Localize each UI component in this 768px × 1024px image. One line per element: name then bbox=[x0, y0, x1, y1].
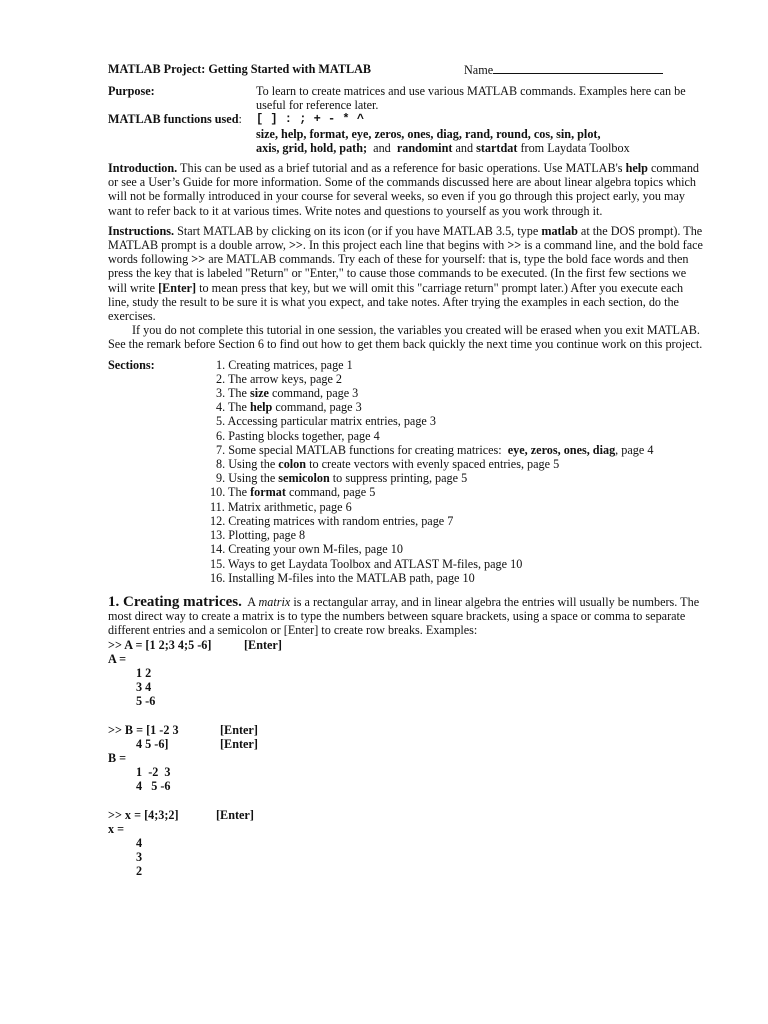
x-row: 4 bbox=[136, 835, 143, 850]
functions-line3f: from Laydata Toolbox bbox=[517, 140, 630, 155]
a-row: 1 2 bbox=[136, 665, 152, 680]
functions-symbols: [ ] : ; + - * ^ bbox=[256, 112, 365, 127]
introduction-text-2: command or see a User’s Guide for more information. Some of the commands discussed here are about linear algebra topics which will not be formally introduced in your course for several weeks, so even if you go through this project early, you may want to refer back to it at various times. Write notes and questions to yourself as you work through it. bbox=[108, 161, 700, 218]
section-item: 9. Using the semicolon to suppress printing, page 5 bbox=[216, 471, 468, 486]
instructions-text-1: Start MATLAB by clicking on its icon (or if you have MATLAB 3.5, type bbox=[174, 223, 542, 238]
functions-line3b: and bbox=[367, 140, 397, 155]
section-1-text-1: A bbox=[241, 594, 259, 609]
x-row: 2 bbox=[136, 864, 143, 879]
functions-startdat: startdat bbox=[476, 140, 518, 155]
section-item: 14. Creating your own M-files, page 10 bbox=[210, 542, 403, 557]
section-item: 5. Accessing particular matrix entries, page 3 bbox=[216, 414, 436, 429]
instructions-prompt-3: >> bbox=[191, 252, 206, 267]
enter-x: [Enter] bbox=[216, 807, 254, 822]
functions-line3 bbox=[256, 141, 706, 155]
sections-items bbox=[210, 357, 654, 585]
section-item: 15. Ways to get Laydata Toolbox and ATLAST M-files, page 10 bbox=[210, 556, 523, 571]
purpose-row bbox=[108, 84, 706, 112]
section-item: 8. Using the colon to create vectors with evenly spaced entries, page 5 bbox=[216, 457, 560, 472]
name-field bbox=[464, 62, 663, 77]
section-item: 13. Plotting, page 8 bbox=[210, 528, 306, 543]
introduction-label: Introduction. bbox=[108, 161, 178, 176]
sections-label: Sections: bbox=[108, 357, 155, 372]
instructions-text-6: to mean press that key, but we will omit this "carriage return" prompt later.) After you execute each line, study the result to be sure it is what you expect, and take notes. After trying the examples in each section, do the exercises. bbox=[108, 280, 684, 324]
cmd-b1: >> B = [1 -2 3 bbox=[108, 722, 179, 737]
b-row: 4 5 -6 bbox=[136, 779, 171, 794]
section-1-heading: 1. Creating matrices. bbox=[108, 593, 242, 610]
name-underline bbox=[493, 62, 663, 74]
document-title: MATLAB Project: Getting Started with MATLAB bbox=[108, 62, 372, 76]
functions-line3a: axis, grid, hold, path; bbox=[256, 140, 368, 155]
b-row: 1 -2 3 bbox=[136, 765, 171, 780]
instructions-enter: [Enter] bbox=[158, 280, 197, 295]
instructions-text-2: at the DOS prompt). The MATLAB prompt is a double arrow, bbox=[108, 223, 703, 253]
section-1 bbox=[108, 595, 706, 879]
section-item: 1. Creating matrices, page 1 bbox=[216, 357, 353, 372]
instructions-text-4: is a command line, and the bold face words following bbox=[108, 238, 703, 267]
purpose-label: Purpose: bbox=[108, 84, 155, 98]
functions-label-text: MATLAB functions used bbox=[108, 112, 239, 127]
enter-a: [Enter] bbox=[244, 637, 282, 652]
functions-label-colon: : bbox=[238, 112, 242, 127]
cmd-a: >> A = [1 2;3 4;5 -6] bbox=[108, 637, 212, 652]
example-x bbox=[108, 808, 706, 879]
x-label: x = bbox=[108, 821, 125, 836]
section-item: 10. The format command, page 5 bbox=[210, 485, 376, 500]
instructions-text-3: . In this project each line that begins with bbox=[302, 238, 508, 253]
a-label: A = bbox=[108, 651, 127, 666]
section-item: 3. The size command, page 3 bbox=[216, 386, 359, 401]
instructions-prompt-2: >> bbox=[507, 238, 522, 253]
instructions-text-5: are MATLAB commands. Try each of these for yourself: that is, type the bold face words and then press the key that is labeled "Return" or "Enter," to cause those commands to be executed. (In the first few sections we will write bbox=[108, 252, 689, 295]
section-1-matrix: matrix bbox=[258, 594, 291, 609]
cmd-b2: 4 5 -6] bbox=[136, 736, 169, 751]
title-row bbox=[108, 62, 706, 78]
functions-label bbox=[108, 112, 256, 155]
section-item: 12. Creating matrices with random entries, page 7 bbox=[210, 513, 454, 528]
name-label: Name bbox=[464, 63, 494, 77]
instructions-paragraph-2: If you do not complete this tutorial in one session, the variables you created will be erased when you exit MATLAB. See the remark before Section 6 to find out how to get them back quickly the next time you continue work on this project. bbox=[108, 323, 703, 352]
section-item: 6. Pasting blocks together, page 4 bbox=[216, 428, 380, 443]
introduction-text-1: This can be used as a brief tutorial and as a reference for basic operations. Use MATLAB's bbox=[177, 161, 626, 176]
enter-b1: [Enter] bbox=[220, 722, 258, 737]
x-row: 3 bbox=[136, 850, 143, 865]
functions-randomint: randomint bbox=[396, 140, 453, 155]
instructions-matlab: matlab bbox=[541, 223, 578, 238]
purpose-text: To learn to create matrices and use various MATLAB commands. Examples here can be useful for reference later. bbox=[256, 84, 686, 113]
b-label: B = bbox=[108, 750, 127, 765]
cmd-x: >> x = [4;3;2] bbox=[108, 807, 179, 822]
instructions-label: Instructions. bbox=[108, 223, 175, 238]
section-item: 7. Some special MATLAB functions for creating matrices: eye, zeros, ones, diag, page 4 bbox=[216, 442, 654, 457]
a-row: 5 -6 bbox=[136, 694, 156, 709]
example-a bbox=[108, 638, 706, 709]
section-1-text-2: is a rectangular array, and in linear algebra the entries will usually be numbers. The most direct way to create a matrix is to type the numbers between square brackets, using a space or comma to separate different entries and a semicolon or [Enter] to create row breaks. Examples: bbox=[108, 594, 700, 638]
section-item: 11. Matrix arithmetic, page 6 bbox=[210, 499, 352, 514]
functions-list bbox=[256, 112, 706, 155]
instructions-prompt-1: >> bbox=[288, 238, 303, 253]
introduction-help: help bbox=[625, 161, 648, 176]
section-item: 4. The help command, page 3 bbox=[216, 400, 362, 415]
enter-b2: [Enter] bbox=[220, 736, 258, 751]
instructions-paragraph bbox=[108, 224, 706, 323]
document-page bbox=[108, 62, 706, 879]
introduction-paragraph bbox=[108, 161, 706, 218]
section-item: 2. The arrow keys, page 2 bbox=[216, 371, 343, 386]
functions-line2: size, help, format, eye, zeros, ones, diag, rand, round, cos, sin, plot, bbox=[256, 126, 601, 141]
functions-line3d: and bbox=[452, 140, 477, 155]
sections-list bbox=[108, 358, 706, 585]
section-item: 16. Installing M-files into the MATLAB path, page 10 bbox=[210, 570, 475, 585]
a-row: 3 4 bbox=[136, 680, 152, 695]
example-b bbox=[108, 723, 706, 794]
functions-row bbox=[108, 112, 706, 155]
